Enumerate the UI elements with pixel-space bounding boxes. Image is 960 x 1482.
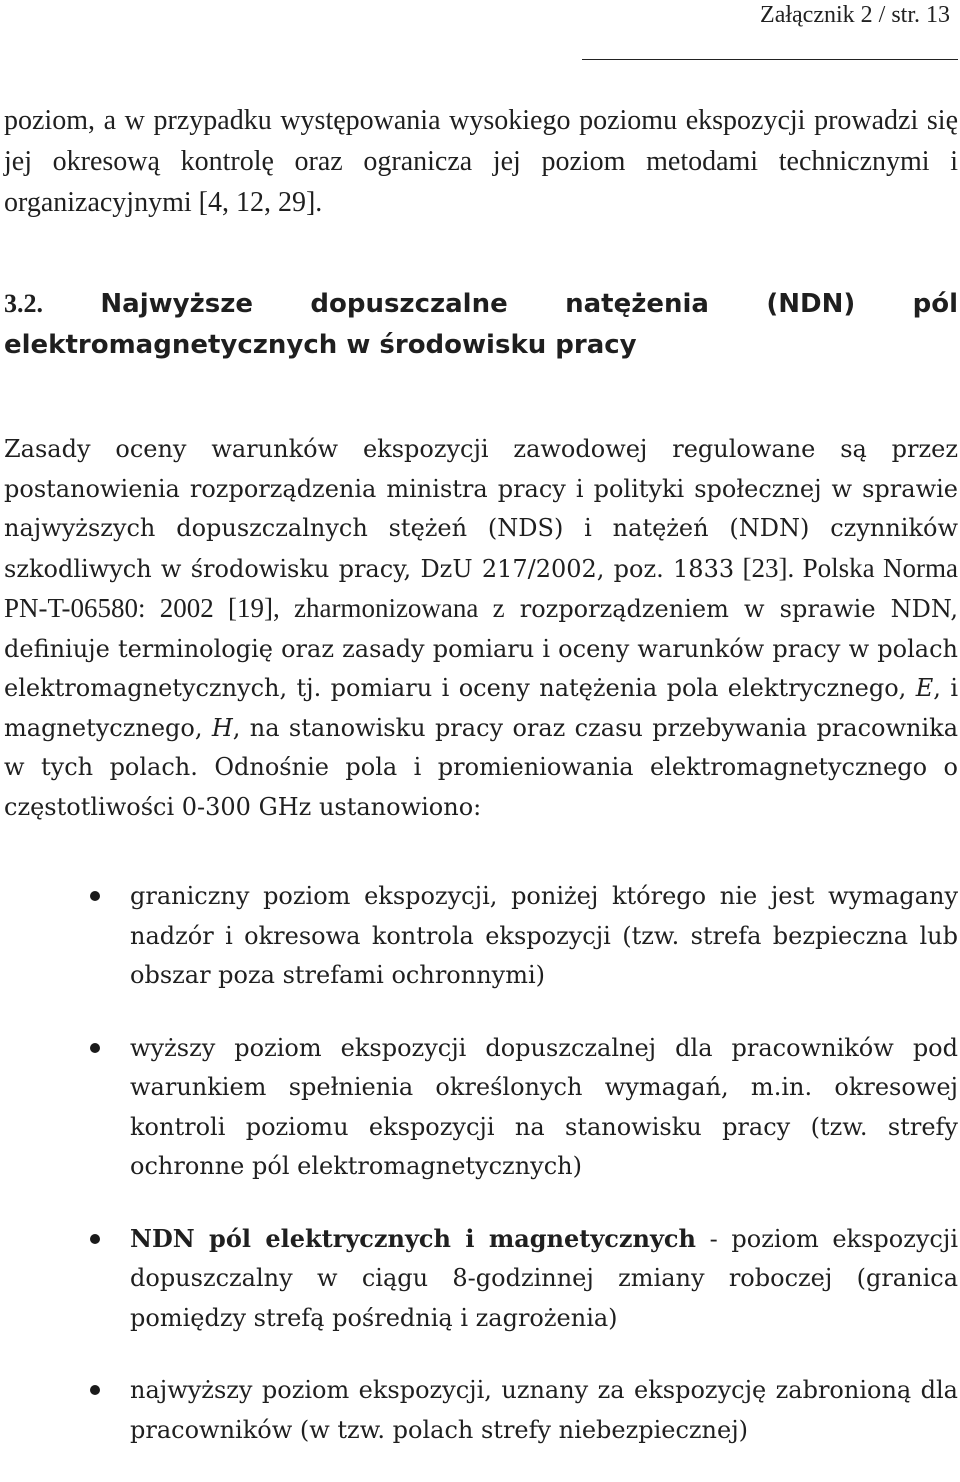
intro-paragraph: poziom, a w przypadku występowania wysokiego poziomu ekspozycji prowadzi się jej okresową kontrolę oraz ogranicza jej poziom metodami technicznymi i organizacyjnymi [4, 12, 29]. <box>4 105 958 218</box>
list-item-text: wyższy poziom ekspozycji dopuszczalnej dla pracowników pod warunkiem spełnienia określonych wymagań, m.in. okresowej kontroli poziomu ekspozycji na stanowisku pracy (tzw. strefy ochronne pól elektromagnetycznych) <box>130 1033 958 1180</box>
list-item-text: najwyższy poziom ekspozycji, uznany za ekspozycję zabronioną dla pracowników (w tzw. polach strefy niebezpiecznej) <box>130 1376 958 1444</box>
page-header: Załącznik 2 / str. 13 <box>760 2 950 28</box>
body-text-1: Zasady oceny warunków ekspozycji zawodowej regulowane są przez postanowienia rozporządzenia ministra pracy i polityki społecznej w sprawie najwyższych dopuszczalnych stężeń (NDS) i natężeń (NDN) czynników szkodliwych w środowisku pracy, DzU 217/2002, poz. 1833 <box>4 435 958 583</box>
list-item <box>0 1370 958 1450</box>
variable-h: H <box>211 713 233 742</box>
bullet-icon <box>90 1234 100 1244</box>
list-item-text: graniczny poziom ekspozycji, poniżej którego nie jest wymagany nadzór i okresowa kontrola ekspozycji (tzw. strefa bezpieczna lub obszar poza strefami ochronnymi) <box>130 882 958 989</box>
list-item-text: - poziom ekspozycji dopuszczalny w ciągu 8-godzinnej zmiany roboczej (granica pomiędzy strefą pośrednią i zagrożenia) <box>130 1224 958 1332</box>
bullet-icon <box>90 1043 100 1053</box>
bullet-list <box>0 876 958 1482</box>
list-item <box>0 1028 958 1187</box>
list-item-bold: NDN pól elektrycznych i magnetycznych <box>130 1223 696 1253</box>
bullet-icon <box>90 891 100 901</box>
body-text-3: rozporządzeniem w sprawie NDN, definiuje terminologię oraz zasady pomiaru i oceny warunków pracy w polach elektromagnetycznych, tj. pomiaru i oceny natężenia pola elektrycznego, <box>4 595 958 702</box>
section-title: Najwyższe dopuszczalne natężenia (NDN) pól elektromagnetycznych w środowisku pracy <box>4 289 958 360</box>
body-text-4: , i magnetycznego, <box>4 674 958 742</box>
list-item <box>0 1219 958 1339</box>
section-heading <box>4 283 958 366</box>
variable-e: E <box>915 674 934 702</box>
body-paragraph <box>4 430 958 827</box>
body-text-2: [23]. Polska Norma PN-T-06580: 2002 [19], zharmonizowana z <box>4 552 958 623</box>
list-item <box>0 876 958 996</box>
body-text-5: , na stanowisku pracy oraz czasu przebywania pracownika w tych polach. Odnośnie pola i promieniowania elektromagnetycznego o częstotliwości 0-300 GHz ustanowiono: <box>4 713 959 821</box>
header-rule <box>582 59 958 60</box>
section-number: 3.2. <box>4 289 43 318</box>
